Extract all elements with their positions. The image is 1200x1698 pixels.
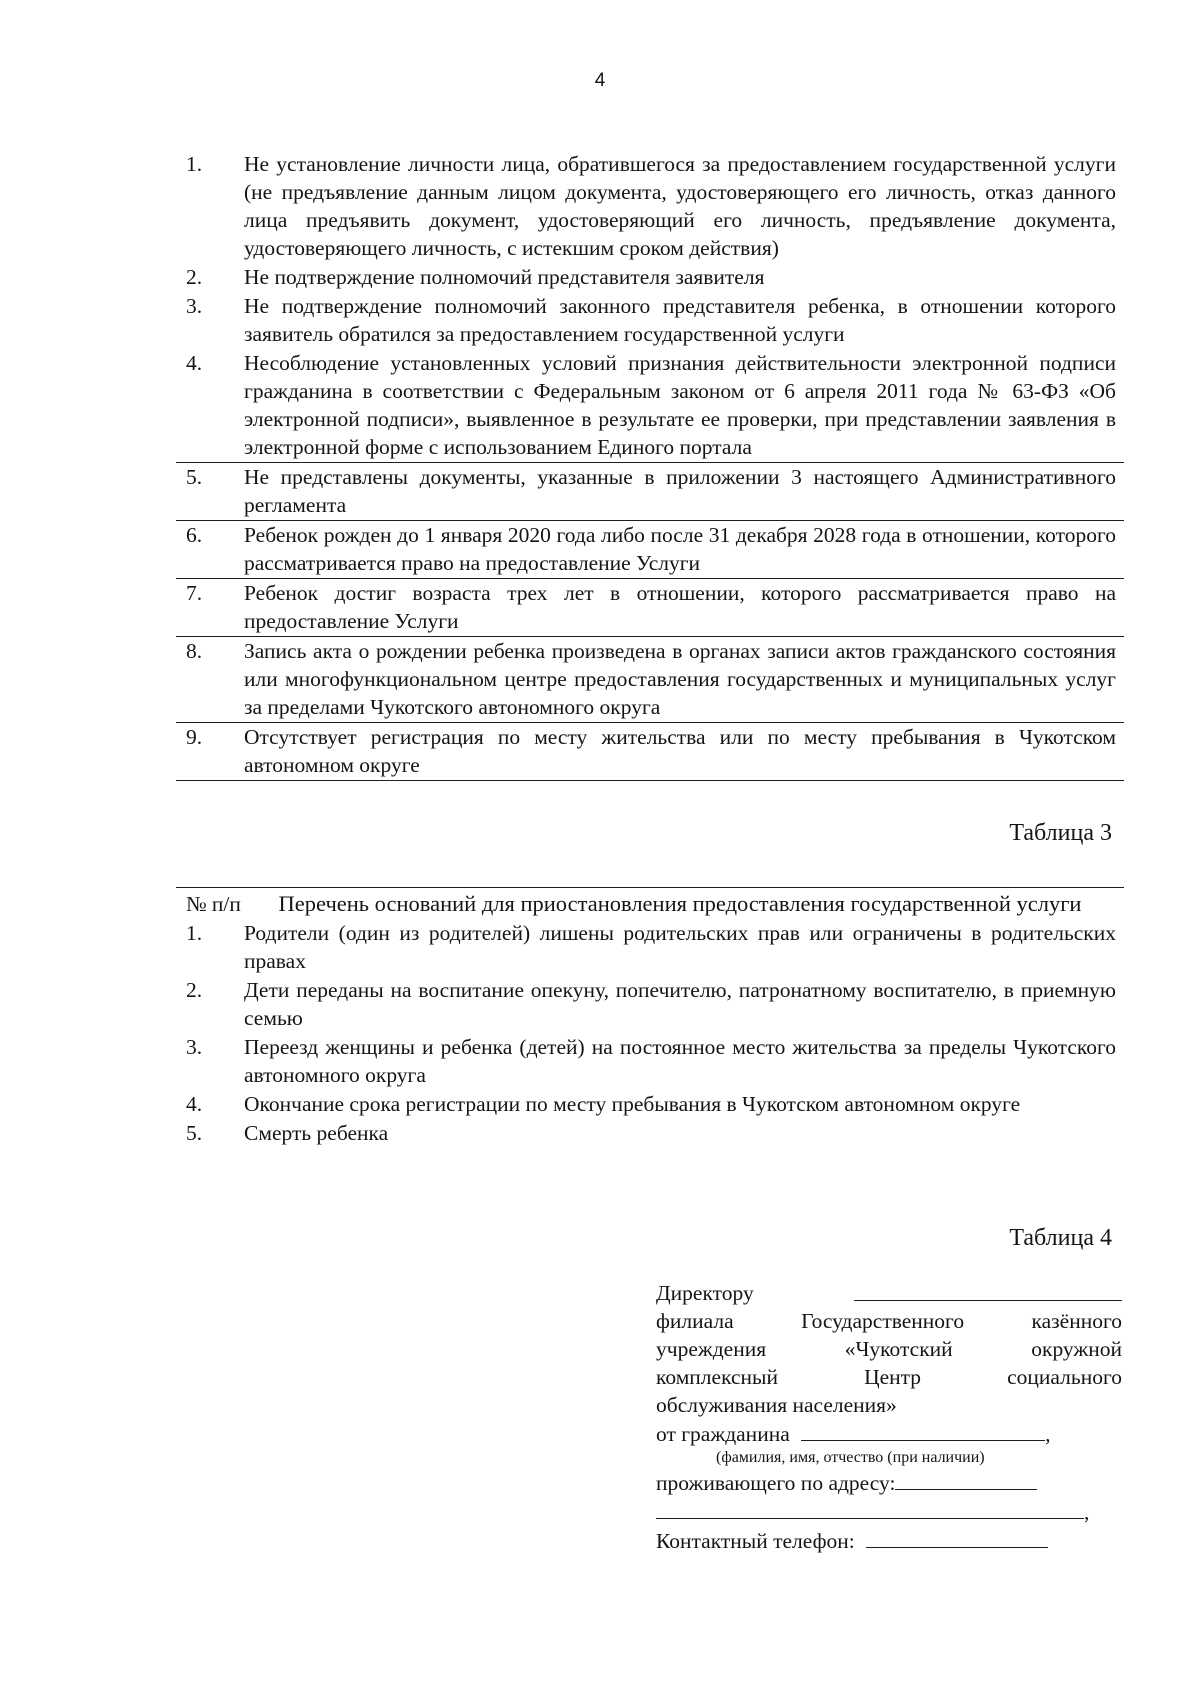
header-number-column: № п/п <box>186 892 241 916</box>
refusal-row-5 <box>176 463 1124 521</box>
row-text: Ребенок достиг возраста трех лет в отношении, которого рассматривается право на предоставление Услуги <box>244 581 1116 633</box>
address-blank[interactable] <box>895 1468 1037 1490</box>
row-number: 1. <box>186 152 203 176</box>
residing-label: проживающего по адресу: <box>656 1471 896 1495</box>
row-text: Родители (один из родителей) лишены родительских прав или ограничены в родительских правах <box>244 921 1116 973</box>
refusal-row-8 <box>176 637 1124 723</box>
row-number: 9. <box>186 725 203 749</box>
suspension-row-4 <box>176 1090 1124 1119</box>
row-number: 2. <box>186 265 203 289</box>
row-text: Несоблюдение установленных условий признания действительности электронной подписи гражданина в соответствии с Федеральным законом от 6 апреля 2011 года № 63-ФЗ «Об электронной подписи», выявленное в результате ее проверки, при представлении заявления в электронной форме с использованием Единого портала <box>244 351 1116 459</box>
row-number: 5. <box>186 465 203 489</box>
refusal-row-3 <box>176 292 1124 349</box>
contact-phone-line <box>656 1526 1122 1555</box>
row-number: 1. <box>186 921 203 945</box>
refusal-row-2 <box>176 263 1124 292</box>
suspension-row-2 <box>176 976 1124 1033</box>
branch-line: филиала Государственного казённого <box>656 1309 1122 1333</box>
row-number: 3. <box>186 294 203 318</box>
row-text: Смерть ребенка <box>244 1121 389 1145</box>
row-number: 6. <box>186 523 203 547</box>
row-number: 4. <box>186 1092 203 1116</box>
address-continuation-blank[interactable] <box>656 1497 1084 1519</box>
row-text: Ребенок рожден до 1 января 2020 года либо после 31 декабря 2028 года в отношении, которого рассматривается право на предоставление Услуги <box>244 523 1116 575</box>
citizen-name-blank[interactable] <box>801 1419 1045 1441</box>
header-title-column: Перечень оснований для приостановления предоставления государственной услуги <box>278 891 1082 916</box>
suspension-grounds-table <box>176 887 1124 1148</box>
table3-header-row <box>176 888 1124 919</box>
row-text: Не установление личности лица, обратившегося за предоставлением государственной услуги (не предъявление данным лицом документа, удостоверяющего его личность, отказ данного лица предъявить документ, удостоверяющий его личность, предъявление документа, удостоверяющего личность, с истекшим сроком действия) <box>244 152 1116 260</box>
row-text: Не подтверждение полномочий представителя заявителя <box>244 265 765 289</box>
comma: , <box>1045 1422 1051 1446</box>
refusal-row-4 <box>176 349 1124 463</box>
refusal-row-1 <box>176 150 1124 263</box>
row-number: 8. <box>186 639 203 663</box>
row-text: Отсутствует регистрация по месту жительства или по месту пребывания в Чукотском автономном округе <box>244 725 1116 777</box>
refusal-grounds-table <box>176 150 1124 781</box>
row-number: 2. <box>186 978 203 1002</box>
refusal-row-6 <box>176 521 1124 579</box>
row-number: 4. <box>186 351 203 375</box>
contact-phone-blank[interactable] <box>866 1526 1048 1548</box>
institution-line-1: учреждения «Чукотский окружной <box>656 1337 1122 1361</box>
comma: , <box>1084 1500 1090 1524</box>
address-continuation-line <box>656 1497 1122 1526</box>
row-text: Переезд женщины и ребенка (детей) на постоянное место жительства за пределы Чукотского автономного округа <box>244 1035 1116 1087</box>
table3-caption: Таблица 3 <box>1009 820 1112 846</box>
row-number: 5. <box>186 1121 203 1145</box>
row-text: Дети переданы на воспитание опекуну, попечителю, патронатному воспитателю, в приемную семью <box>244 978 1116 1030</box>
contact-phone-label: Контактный телефон: <box>656 1529 855 1553</box>
row-text: Не представлены документы, указанные в приложении 3 настоящего Административного регламента <box>244 465 1116 517</box>
director-line <box>656 1279 1122 1307</box>
row-text: Не подтверждение полномочий законного представителя ребенка, в отношении которого заявитель обратился за предоставлением государственной услуги <box>244 294 1116 346</box>
from-citizen-label: от гражданина <box>656 1422 790 1446</box>
institution-line-3: обслуживания населения» <box>656 1393 897 1417</box>
suspension-row-3 <box>176 1033 1124 1090</box>
refusal-row-7 <box>176 579 1124 637</box>
suspension-row-1 <box>176 919 1124 976</box>
row-text: Запись акта о рождении ребенка произведена в органах записи актов гражданского состояния или многофункциональном центре предоставления государственных и муниципальных услуг за пределами Чукотского автономного округа <box>244 639 1116 719</box>
table4-caption: Таблица 4 <box>1009 1225 1112 1251</box>
refusal-row-9 <box>176 723 1124 781</box>
row-number: 7. <box>186 581 203 605</box>
fio-hint: (фамилия, имя, отчество (при наличии) <box>716 1449 985 1466</box>
director-name-blank[interactable] <box>854 1279 1122 1301</box>
suspension-row-5 <box>176 1119 1124 1148</box>
row-text: Окончание срока регистрации по месту пребывания в Чукотском автономном округе <box>244 1092 1021 1116</box>
page-number: 4 <box>594 70 606 91</box>
director-label: Директору <box>656 1281 754 1305</box>
institution-line-2: комплексный Центр социального <box>656 1365 1122 1389</box>
from-citizen-line <box>656 1419 1122 1448</box>
row-number: 3. <box>186 1035 203 1059</box>
residing-line <box>656 1468 1122 1497</box>
application-header <box>656 1279 1122 1555</box>
